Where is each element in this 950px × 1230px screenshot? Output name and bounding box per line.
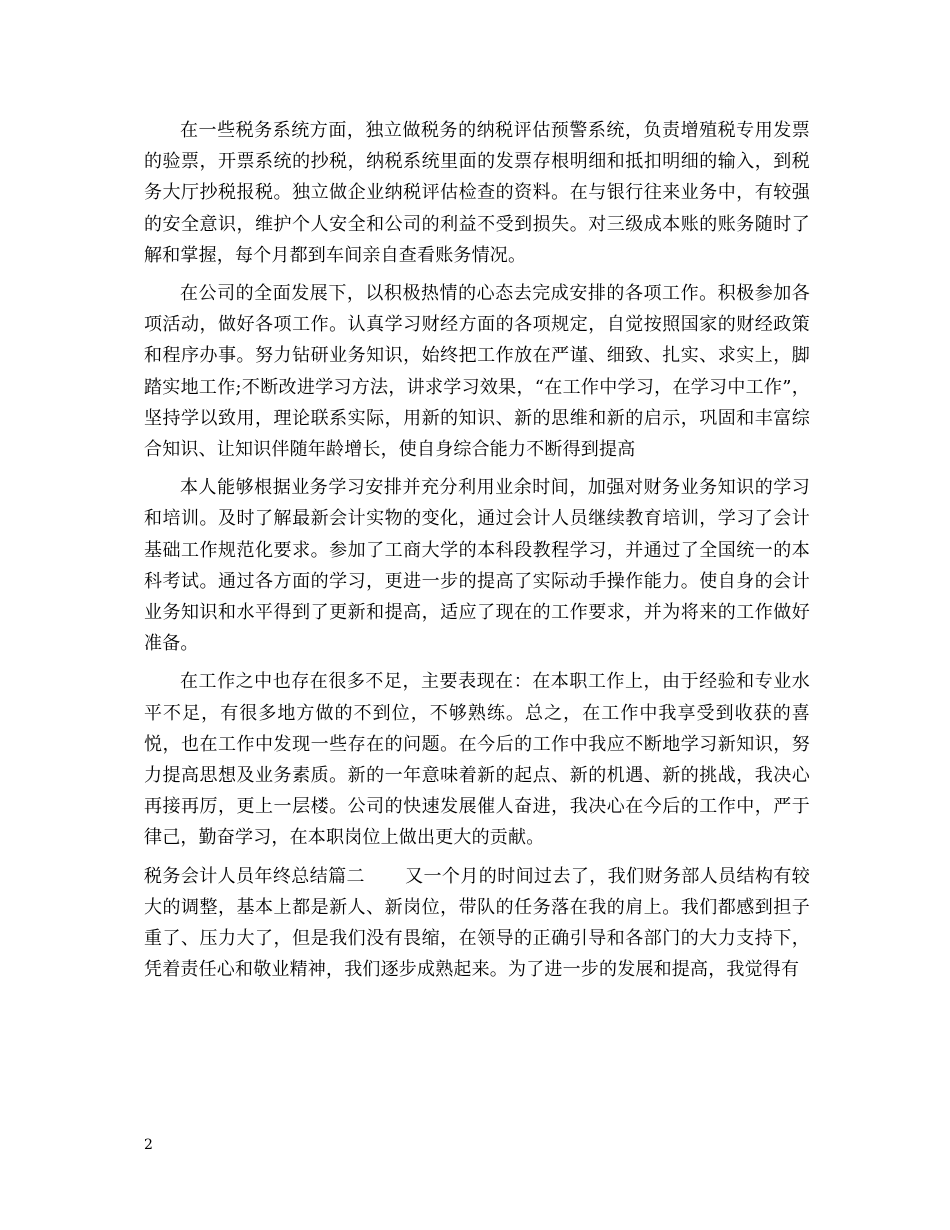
- paragraph-shortcomings: 在工作之中也存在很多不足，主要表现在：在本职工作上，由于经验和专业水平不足，有很多地方做的不到位，不够熟练。总之，在工作中我享受到收获的喜悦，也在工作中发现一些存在的问题。在今后的工作中我应不断地学习新知识，努力提高思想及业务素质。新的一年意味着新的起点、新的机遇、新的挑战，我决心再接再厉，更上一层楼。公司的快速发展催人奋进，我决心在今后的工作中，严于律己，勤奋学习，在本职岗位上做出更大的贡献。: [144, 671, 810, 849]
- document-body: [144, 115, 810, 985]
- section-two: [144, 861, 810, 986]
- paragraph-training: 本人能够根据业务学习安排并充分利用业余时间，加强对财务业务知识的学习和培训。及时了解最新会计实物的变化，通过会计人员继续教育培训，学习了会计基础工作规范化要求。参加了工商大学的本科段教程学习，并通过了全国统一的本科考试。通过各方面的学习，更进一步的提高了实际动手操作能力。使自身的会计业务知识和水平得到了更新和提高，适应了现在的工作要求，并为将来的工作做好准备。: [144, 477, 810, 655]
- page-number: 2: [144, 1137, 153, 1153]
- paragraph-tax-systems: 在一些税务系统方面，独立做税务的纳税评估预警系统，负责增殖税专用发票的验票，开票系统的抄税，纳税系统里面的发票存根明细和抵扣明细的输入，到税务大厅抄税报税。独立做企业纳税评估检查的资料。在与银行往来业务中，有较强的安全意识，维护个人安全和公司的利益不受到损失。对三级成本账的账务随时了解和掌握，每个月都到车间亲自查看账务情况。: [144, 120, 810, 266]
- section-body-text: 又一个月的时间过去了，我们财务部人员结构有较大的调整，基本上都是新人、新岗位，带队的任务落在我的肩上。我们都感到担子重了、压力大了，但是我们没有畏缩，在领导的正确引导和各部门的大力支持下，凭着责任心和敬业精神，我们逐步成熟起来。为了进一步的发展和提高，我觉得有: [144, 865, 810, 981]
- section-heading: 税务会计人员年终总结篇二: [144, 865, 365, 887]
- paragraph-company-development: 在公司的全面发展下，以积极热情的心态去完成安排的各项工作。积极参加各项活动，做好各项工作。认真学习财经方面的各项规定，自觉按照国家的财经政策和程序办事。努力钻研业务知识，始终把工作放在严谨、细致、扎实、求实上，脚踏实地工作;不断改进学习方法，讲求学习效果，“在工作中学习，在学习中工作”，坚持学以致用，理论联系实际，用新的知识、新的思维和新的启示，巩固和丰富综合知识、让知识伴随年龄增长，使自身综合能力不断得到提高: [144, 283, 810, 461]
